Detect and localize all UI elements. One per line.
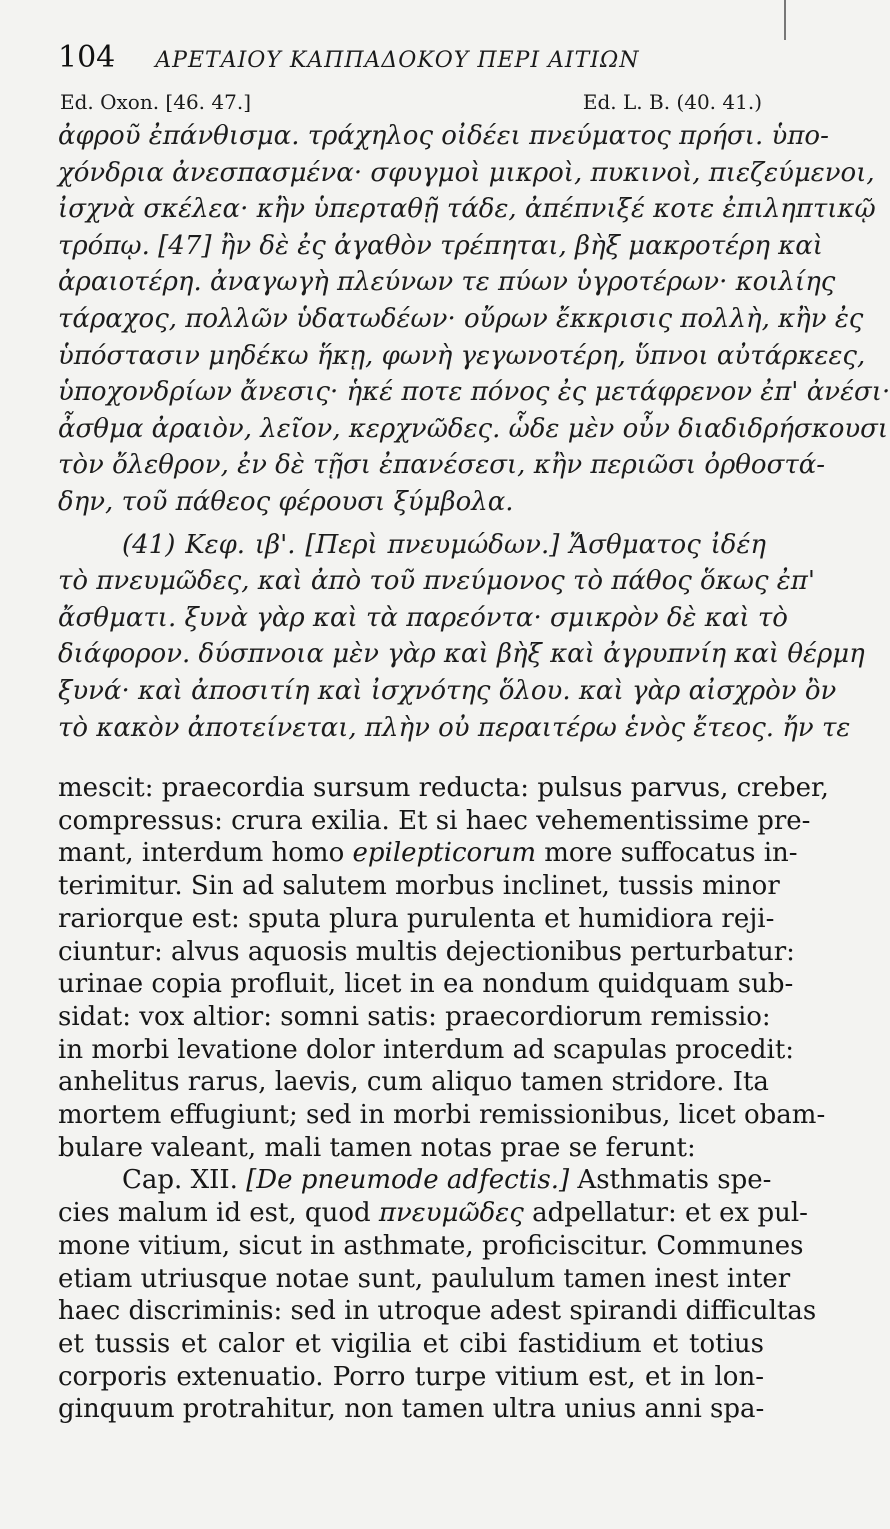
latin-line: mortem effugiunt; sed in morbi remissionibus, licet obam- [58,1100,826,1131]
greek-line: τρόπῳ. [47] ἢν δὲ ἐς ἀγαθὸν τρέπηται, βὴξ μακροτέρη καὶ [58,230,823,261]
latin-fragment: cies malum id est, quod [58,1198,371,1229]
latin-line: et tussis et calor et vigilia et cibi fastidium et totius [58,1328,764,1359]
greek-line: τὸ κακὸν ἀποτείνεται, πλὴν οὐ περαιτέρω ἑνὸς ἔτεος. ἤν τε [58,712,851,743]
latin-chapter-title: [De pneumode adfectis.] [246,1165,570,1196]
greek-line: τάραχος, πολλῶν ὑδατωδέων· οὔρων ἔκκρισις πολλὴ, κἢν ἐς [58,303,864,334]
latin-line: haec discriminis: sed in utroque adest spirandi difficultas [58,1296,817,1327]
latin-greek-term: πνευμῶδες [378,1198,524,1229]
latin-fragment: more suffocatus in- [544,838,798,869]
greek-line: ὑποχονδρίων ἄνεσις· ἡκέ ποτε πόνος ἐς μετάφρενον ἐπ' ἀνέσι· [58,377,890,408]
latin-line: compressus: crura exilia. Et si haec vehementissime pre- [58,805,811,836]
edition-lb: Ed. L. B. (40. 41.) [582,90,762,114]
latin-paragraph-chapter [58,1164,817,1426]
latin-fragment: mant, interdum homo [58,838,345,869]
latin-line: rariorque est: sputa plura purulenta et humidiora reji- [58,903,775,934]
edition-oxon: Ed. Oxon. [46. 47.] [60,90,252,114]
greek-paragraph-chapter [58,527,865,747]
latin-translation-block [58,772,829,1426]
greek-line: ἆσθμα ἀραιὸν, λεῖον, κερχνῶδες. ὧδε μὲν οὖν διαδιδρήσκουσι [58,413,889,444]
latin-line: mone vitium, sicut in asthmate, proficiscitur. Communes [58,1230,804,1261]
greek-line: τὸν ὄλεθρον, ἐν δὲ τῇσι ἐπανέσεσι, κἢν περιῶσι ὀρθοστά- [58,450,826,481]
latin-line: corporis extenuatio. Porro turpe vitium est, et in lon- [58,1361,764,1392]
greek-line: χόνδρια ἀνεσπασμένα· σφυγμοὶ μικροὶ, πυκινοὶ, πιεζεύμενοι, [58,157,875,188]
running-title: ΑΡΕΤΑΙΟΥ ΚΑΠΠΑΔΟΚΟΥ ΠΕΡΙ ΑΙΤΙΩΝ [155,48,640,73]
latin-chapter-heading-line [58,1164,772,1197]
running-header [58,40,758,84]
greek-line: τὸ πνευμῶδες, καὶ ἀπὸ τοῦ πνεύμονος τὸ πάθος ὅκως ἐπ' [58,566,815,597]
latin-paragraph-1 [58,772,829,1164]
latin-line: bulare valeant, mali tamen notas prae se ferunt: [58,1132,696,1163]
page-number: 104 [58,40,116,75]
latin-line: terimitur. Sin ad salutem morbus inclinet, tussis minor [58,871,780,902]
scan-edge-mark [784,0,786,40]
latin-line: ginquum protrahitur, non tamen ultra unius anni spa- [58,1394,765,1425]
greek-chapter-heading-line: (41) Κεφ. ιβ'. [Περὶ πνευμώδων.] Ἄσθματος ἰδέη [122,529,766,560]
latin-line: urinae copia profluit, licet in ea nondum quidquam sub- [58,969,794,1000]
greek-paragraph-1 [58,118,890,521]
greek-line: ὑπόστασιν μηδέκω ἥκῃ, φωνὴ γεγωνοτέρη, ὕπνοι αὐτάρκεες, [58,340,866,371]
greek-line: ἀφροῦ ἐπάνθισμα. τράχηλος οἰδέει πνεύματος πρήσι. ὑπο- [58,121,829,151]
latin-line-italic [58,837,798,870]
latin-fragment: adpellatur: et ex pul- [532,1198,808,1229]
greek-line: ἰσχνὰ σκέλεα· κἢν ὑπερταθῇ τάδε, ἀπέπνιξέ κοτε ἐπιληπτικῷ [58,194,876,225]
greek-text-block [58,118,890,746]
latin-line: ciuntur: alvus aquosis multis dejectionibus perturbatur: [58,936,795,967]
greek-line: ἀραιοτέρη. ἀναγωγὴ πλεύνων τε πύων ὑγροτέρων· κοιλίης [58,267,836,298]
latin-italic-term: epilepticorum [352,838,536,869]
greek-line: διάφορον. δύσπνοια μὲν γὰρ καὶ βὴξ καὶ ἀγρυπνίη καὶ θέρμη [58,639,865,670]
greek-line: δην, τοῦ πάθεος φέρουσι ξύμβολα. [58,486,514,517]
latin-line: anhelitus rarus, laevis, cum aliquo tamen stridore. Ita [58,1067,769,1098]
latin-line: sidat: vox altior: somni satis: praecordiorum remissio: [58,1001,771,1032]
latin-chapter-number: Cap. XII. [122,1165,238,1196]
latin-line: mescit: praecordia sursum reducta: pulsus parvus, creber, [58,773,829,803]
greek-line: ἄσθματι. ξυνὰ γὰρ καὶ τὰ παρεόντα· σμικρὸν δὲ καὶ τὸ [58,602,788,633]
latin-line: in morbi levatione dolor interdum ad scapulas procedit: [58,1034,795,1065]
edition-references [60,90,762,114]
latin-fragment: Asthmatis spe- [577,1165,772,1196]
greek-line: ξυνά· καὶ ἀποσιτίη καὶ ἰσχνότης ὅλου. καὶ γὰρ αἰσχρὸν ὂν [58,675,837,706]
latin-line-with-greek [58,1197,808,1230]
latin-line: etiam utriusque notae sunt, paululum tamen inest inter [58,1263,791,1294]
